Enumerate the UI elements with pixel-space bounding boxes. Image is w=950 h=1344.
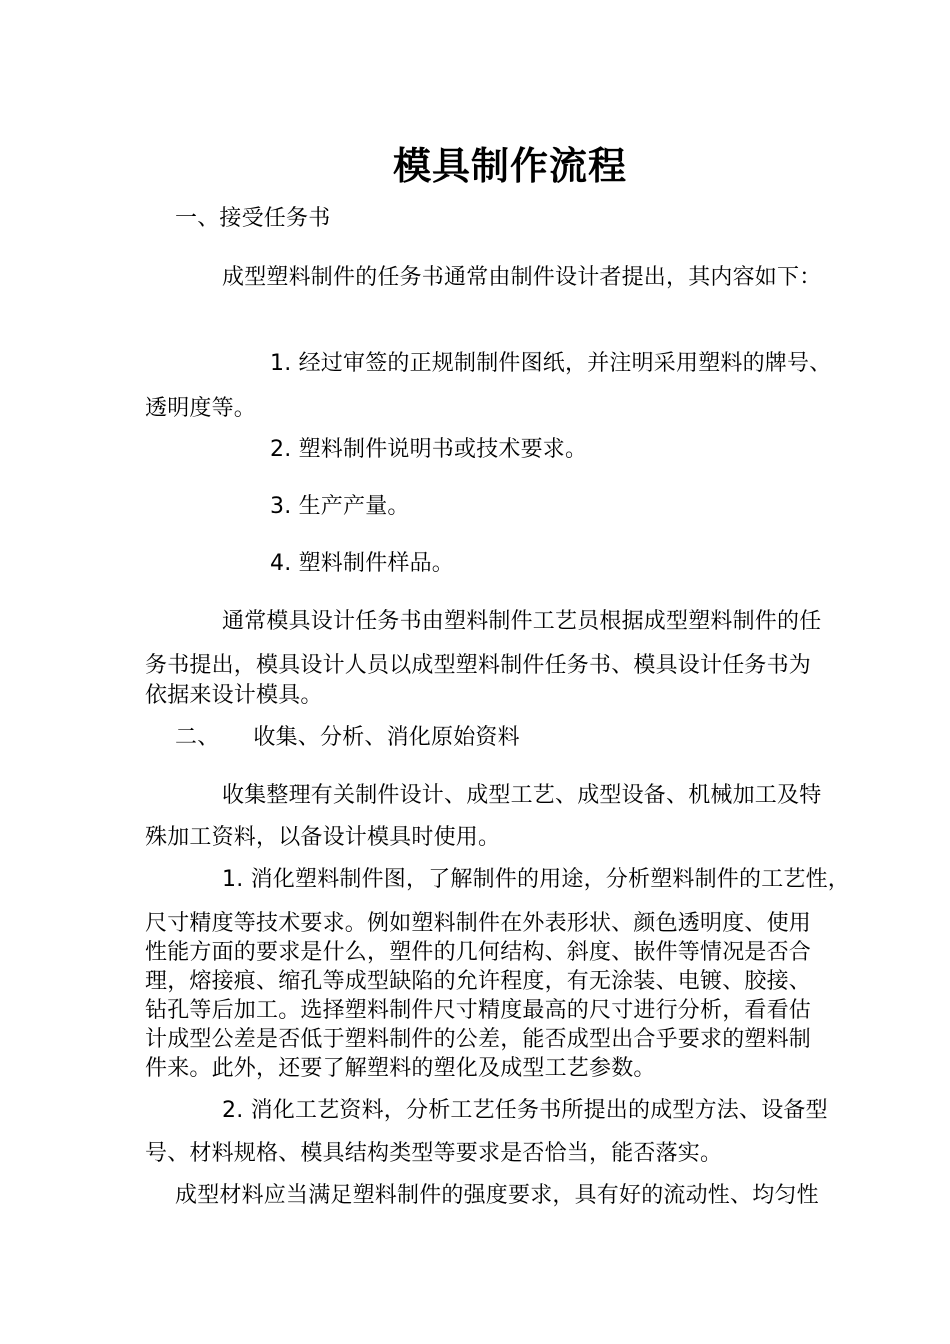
closing-paragraph-line: 成型材料应当满足塑料制件的强度要求，具有好的流动性、均匀性 xyxy=(175,1183,819,1208)
section2-item-2-line: 号、材料规格、模具结构类型等要求是否恰当，能否落实。 xyxy=(145,1141,723,1166)
list-item-4 xyxy=(270,550,454,578)
list-item-1 xyxy=(270,350,831,378)
section1-paragraph-line: 依据来设计模具。 xyxy=(145,683,323,708)
section2-item-1 xyxy=(222,866,850,894)
list-item-1-continuation: 透明度等。 xyxy=(145,396,257,421)
list-item-2 xyxy=(270,436,587,464)
section1-intro: 成型塑料制件的任务书通常由制件设计者提出，其内容如下： xyxy=(222,265,822,290)
list-text: 消化工艺资料，分析工艺任务书所提出的成型方法、设备型 xyxy=(250,1098,828,1123)
section2-heading-number: 二、 xyxy=(175,725,220,750)
list-number: 1. xyxy=(222,867,244,892)
list-number: 1. xyxy=(270,351,292,376)
section1-heading: 一、接受任务书 xyxy=(175,206,331,231)
list-number: 4. xyxy=(270,551,292,576)
section2-item-1-line: 钻孔等后加工。选择塑料制件尺寸精度最高的尺寸进行分析，看看估 xyxy=(145,998,812,1023)
section2-intro-line: 收集整理有关制件设计、成型工艺、成型设备、机械加工及特 xyxy=(222,783,822,808)
list-text: 消化塑料制件图，了解制件的用途，分析塑料制件的工艺性， xyxy=(250,867,850,892)
section2-item-1-line: 计成型公差是否低于塑料制件的公差，能否成型出合乎要求的塑料制 xyxy=(145,1027,812,1052)
section2-heading xyxy=(175,724,520,752)
section2-item-1-line: 性能方面的要求是什么，塑件的几何结构、斜度、嵌件等情况是否合 xyxy=(145,940,812,965)
document-title: 模具制作流程 xyxy=(392,143,627,188)
section2-item-1-line: 件来。此外，还要了解塑料的塑化及成型工艺参数。 xyxy=(145,1056,656,1081)
section2-item-1-line: 尺寸精度等技术要求。例如塑料制件在外表形状、颜色透明度、使用 xyxy=(145,911,812,936)
section2-intro-line: 殊加工资料，以备设计模具时使用。 xyxy=(145,825,501,850)
list-text: 生产产量。 xyxy=(298,494,410,519)
section2-item-2 xyxy=(222,1097,828,1125)
section1-paragraph-line: 通常模具设计任务书由塑料制件工艺员根据成型塑料制件的任 xyxy=(222,609,822,634)
list-item-3 xyxy=(270,493,410,521)
section2-item-1-line: 理，熔接痕、缩孔等成型缺陷的允许程度，有无涂装、电镀、胶接、 xyxy=(145,969,812,994)
list-number: 2. xyxy=(270,437,292,462)
list-text: 塑料制件样品。 xyxy=(298,551,454,576)
section2-heading-text: 收集、分析、消化原始资料 xyxy=(253,725,520,750)
list-text: 塑料制件说明书或技术要求。 xyxy=(298,437,588,462)
list-text: 经过审签的正规制制件图纸，并注明采用塑料的牌号、 xyxy=(298,351,832,376)
section1-paragraph-line: 务书提出，模具设计人员以成型塑料制件任务书、模具设计任务书为 xyxy=(145,653,812,678)
list-number: 3. xyxy=(270,494,292,519)
list-number: 2. xyxy=(222,1098,244,1123)
